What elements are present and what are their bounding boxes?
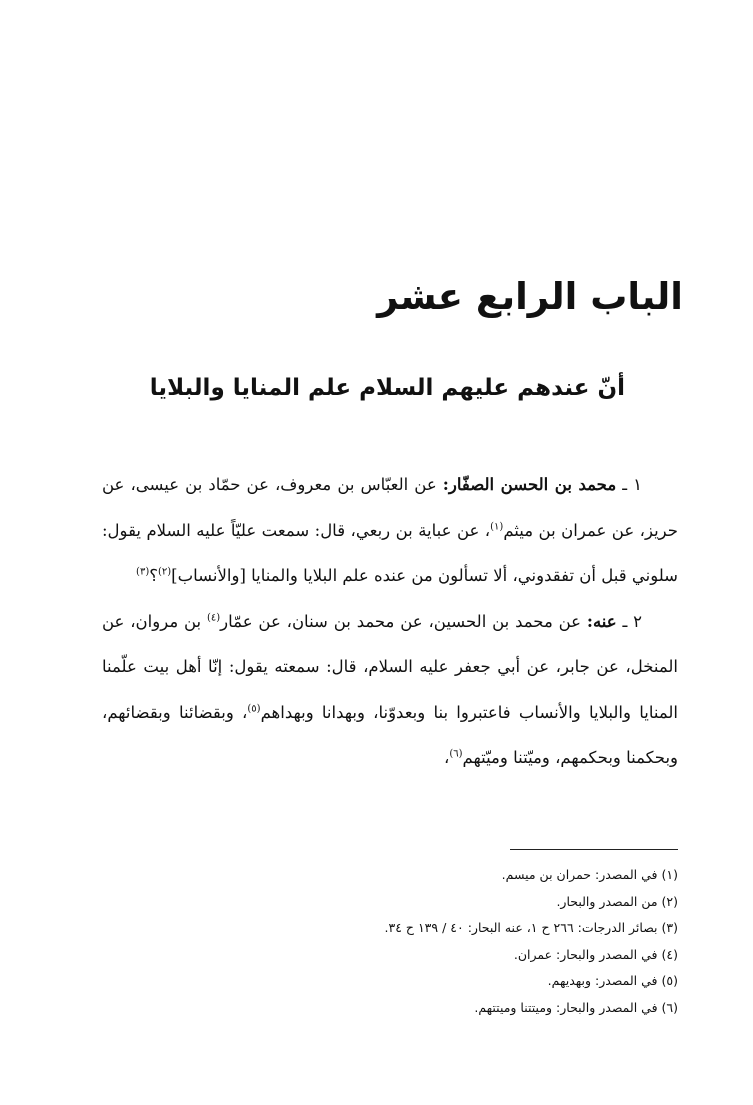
narrator-name: محمد بن الحسن الصفّار: — [442, 475, 617, 494]
hadith-text: ؟ — [149, 566, 158, 585]
hadith-text: ، وبقضائنا وبقضائهم، وبحكمنا وبحكمهم، وميّتنا وميّتهم — [102, 702, 678, 767]
hadith-number: ٢ ـ — [616, 611, 642, 631]
chapter-title: الباب الرابع عشر — [377, 275, 683, 318]
footnote-ref: (١) — [490, 521, 504, 532]
footnote-item: (٣) بصائر الدرجات: ٢٦٦ ح ١، عنه البحار: ٤٠ / ١٣٩ ح ٣٤. — [384, 920, 678, 935]
footnote-item: (٢) من المصدر والبحار. — [556, 893, 678, 909]
footnote-item: (٤) في المصدر والبحار: عمران. — [513, 946, 678, 962]
footnote-ref: (٢) — [157, 566, 172, 578]
main-text — [102, 462, 678, 781]
footnote-item: (٥) في المصدر: وبهديهم. — [547, 973, 678, 988]
footnote-ref: (٣) — [136, 566, 150, 578]
hadith-text: ، عن عباية بن ربعي، قال: سمعت عليّاً عليه السلام يقول: سلوني قبل أن تفقدوني، ألا تسألون من عنده علم البلايا والمنايا [والأنساب] — [102, 520, 678, 585]
hadith-paragraph — [102, 599, 678, 781]
hadith-text: بن مروان، عن المنخل، عن جابر، عن أبي جعفر عليه السلام، قال: سمعته يقول: إنّا أهل بيت علّمنا المنايا والبلايا والأنساب فاعتبروا بنا وبعدوّنا، وبهدانا وبهداهم — [102, 611, 678, 722]
footnote-ref: (٥) — [247, 703, 261, 714]
narrator-name: عنه: — [586, 611, 617, 631]
hadith-number: ١ ـ — [616, 475, 642, 494]
chapter-subtitle: أنّ عندهم عليهم السلام علم المنايا والبلايا — [149, 375, 625, 401]
footnote-ref: (٦) — [449, 748, 463, 760]
hadith-text: عن العبّاس بن معروف، عن حمّاد بن عيسى، عن حريز، عن عمران بن ميثم — [102, 475, 678, 540]
footnote-ref: (٤) — [206, 612, 221, 623]
hadith-text: ، — [443, 748, 450, 767]
footnote-item: (١) في المصدر: حمران بن ميسم. — [501, 867, 678, 882]
footnote-item: (٦) في المصدر والبحار: وميتتنا وميتتهم. — [474, 999, 678, 1015]
footnote-divider — [510, 849, 678, 850]
hadith-text: عن محمد بن الحسين، عن محمد بن سنان، عن عمّار — [220, 611, 587, 631]
hadith-paragraph — [102, 462, 678, 599]
footnotes-list — [102, 862, 678, 1021]
